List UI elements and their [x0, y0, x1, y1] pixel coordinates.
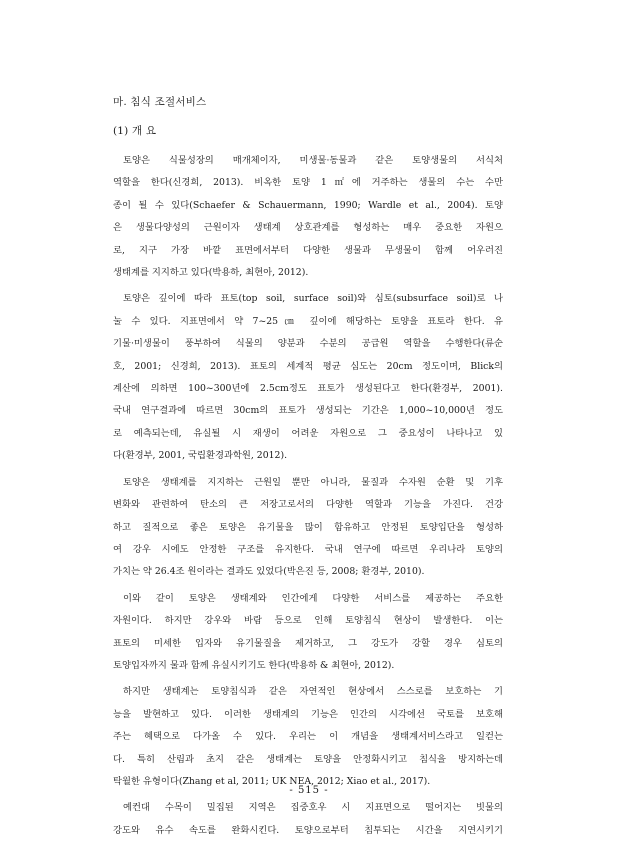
text-line: 토양입자까지 물과 함께 유실시키기도 한다(박용하 & 최현아, 2012). [113, 659, 395, 671]
text-line: 토양은 식물성장의 매개체이자, 미생물·동물과 같은 토양생물의 서식처 [123, 155, 503, 166]
text-line: 은 생물다양성의 근원이자 생태계 상호관계를 형성하는 매우 중요한 자원으 [113, 222, 503, 234]
text-line: 자원이다. 하지만 강우와 바람 등으로 인해 토양침식 현상이 발생한다. 이는 [113, 615, 503, 627]
subsection-heading: (1) 개 요 [113, 125, 157, 137]
paragraph [113, 681, 503, 793]
paragraph [113, 588, 503, 678]
text-line: 능을 발현하고 있다. 이러한 생태계의 기능은 인간의 시각에선 국토를 보호해 [113, 708, 503, 720]
text-line: 국내 연구결과에 따르면 30cm의 표토가 생성되는 기간은 1,000~10,000년 정도 [113, 405, 503, 417]
text-line: 탁월한 유형이다(Zhang et al, 2011; UK NEA, 2012; Xiao et al., 2017). [113, 775, 431, 787]
text-line: 하지만 생태계는 토양침식과 같은 자연적인 현상에서 스스로를 보호하는 기 [123, 686, 503, 698]
text-line: 강도와 유수 속도를 완화시킨다. 토양으로부터 침투되는 시간을 지연시키기 [113, 824, 503, 836]
paragraph [113, 472, 503, 584]
text-line: 이와 같이 토양은 생태계와 인간에게 다양한 서비스를 제공하는 주요한 [123, 592, 503, 604]
paragraph [113, 288, 503, 467]
body-text [113, 150, 503, 846]
page-number: - 515 - [289, 785, 329, 796]
text-line: 하고 질적으로 좋은 토양은 유기물을 많이 함유하고 안정된 토양입단을 형성하 [113, 521, 503, 533]
paragraph [113, 150, 503, 284]
text-line: 변화와 관련하여 탄소의 큰 저장고로서의 다양한 역할과 기능을 가진다. 건강 [113, 499, 503, 511]
text-line: 예컨대 수목이 밀집된 지역은 집중호우 시 지표면으로 떨어지는 빗물의 [123, 802, 503, 814]
text-line: 표토의 미세한 입자와 유기물질을 제거하고, 그 강도가 강할 경우 심토의 [113, 637, 503, 649]
text-line: 여 강우 시에도 안정한 구조를 유지한다. 국내 연구에 따르면 우리나라 토양의 [113, 543, 503, 555]
text-line: 주는 혜택으로 다가올 수 있다. 우리는 이 개념을 생태계서비스라고 일컫는 [113, 731, 503, 743]
text-line: 생태계를 지지하고 있다(박용하, 최현아, 2012). [113, 267, 309, 279]
text-line: 눌 수 있다. 지표면에서 약 7~25㎝ 깊이에 해당하는 토양을 표토라 한다. 유 [113, 315, 503, 327]
text-line: 다(환경부, 2001, 국립환경과학원, 2012). [113, 450, 288, 462]
text-line: 역할을 한다(신경희, 2013). 비옥한 토양 1㎡에 거주하는 생물의 수는 수만 [113, 177, 503, 189]
text-line: 토양은 깊이에 따라 표토(top soil, surface soil)와 심토(subsurface soil)로 나 [123, 293, 503, 305]
text-line: 토양은 생태계를 지지하는 근원일 뿐만 아니라, 물질과 수자원 순환 및 기후 [123, 476, 503, 488]
text-line: 호, 2001; 신경희, 2013). 표토의 세계적 평균 심도는 20cm 정도이며, Blick의 [113, 360, 503, 372]
text-line: 기물·미생물이 풍부하여 식물의 양분과 수분의 공급원 역할을 수행한다(류순 [113, 338, 503, 350]
text-line: 다. 특히 산림과 초지 같은 생태계는 토양을 안정화시키고 침식을 방지하는데 [113, 753, 503, 765]
paragraph [113, 797, 503, 842]
text-line: 로, 지구 가장 바깥 표면에서부터 다양한 생물과 무생물이 함께 어우러진 [113, 244, 503, 256]
text-line: 종이 될 수 있다(Schaefer & Schauermann, 1990; Wardle et al., 2004). 토양 [113, 199, 503, 211]
text-line: 가치는 약 26.4조 원이라는 결과도 있었다(박은진 등, 2008; 환경부, 2010). [113, 566, 425, 578]
text-line: 계산에 의하면 100~300년에 2.5cm정도 표토가 생성된다고 한다(환경부, 2001). [113, 383, 503, 395]
section-heading: 마. 침식 조절서비스 [113, 96, 207, 108]
text-line: 로 예측되는데, 유실될 시 재생이 어려운 자원으로 그 중요성이 나타나고 있 [113, 427, 503, 439]
